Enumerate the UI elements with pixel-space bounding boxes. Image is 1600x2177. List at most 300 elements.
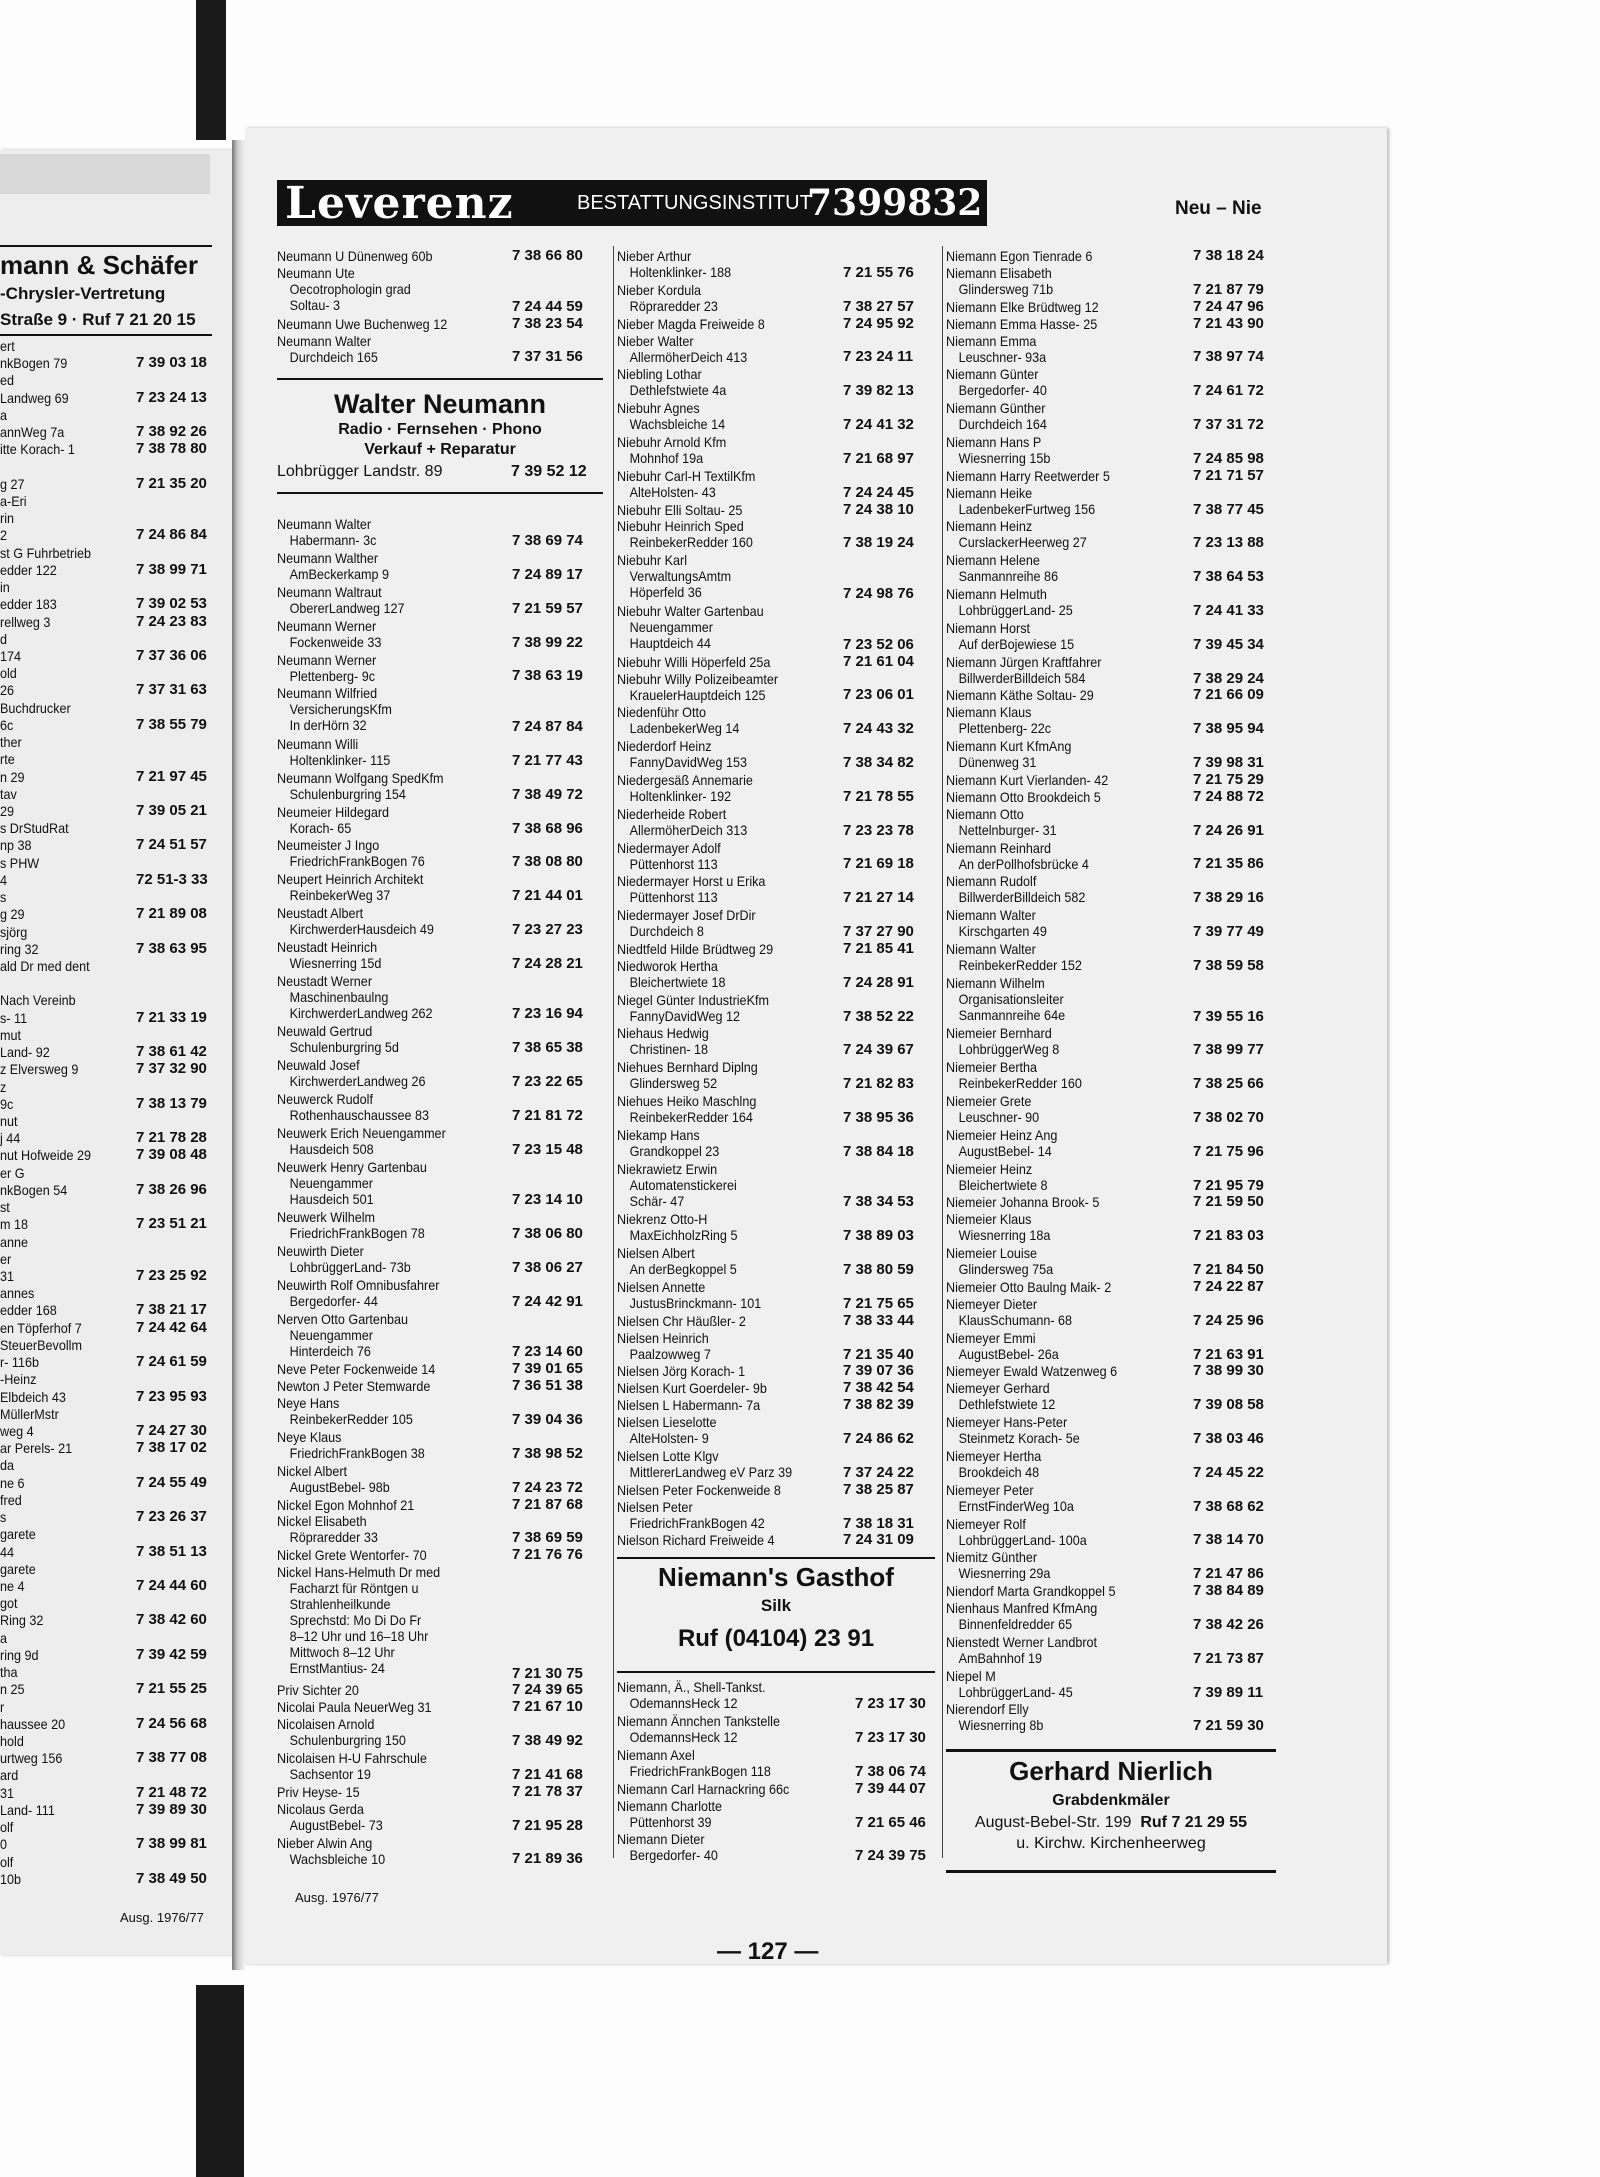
col2-entry <box>617 1679 765 1711</box>
left-listing-text: annes <box>0 1285 35 1301</box>
phone-number: 7 38 18 31 <box>843 1514 914 1532</box>
entry-detail: MittlererLandweg eV Parz 39 <box>629 1463 793 1480</box>
phone-number: 7 38 49 72 <box>512 785 583 803</box>
phone-number: 7 39 55 16 <box>1193 1007 1264 1025</box>
phone-number: 7 23 52 06 <box>843 635 914 653</box>
entry-name: Nielsen Chr Häußler- 2 <box>617 1312 746 1329</box>
entry-name: Niemann Egon Tienrade 6 <box>946 248 1093 264</box>
col2-entry <box>617 873 765 905</box>
left-listing-text: annWeg 7a <box>0 424 65 440</box>
entry-detail: Holtenklinker- 115 <box>289 752 391 768</box>
left-listing-number: 7 39 05 21 <box>136 802 207 819</box>
entry-name: Niedworok Hertha <box>617 957 718 974</box>
entry-name: Niemann Elisabeth <box>946 264 1052 281</box>
left-listing-text: z Elversweg 9 <box>0 1061 79 1077</box>
entry-name: Nielsen Lieselotte <box>617 1414 717 1431</box>
entry-name: Nielsen Peter Fockenweide 8 <box>617 1481 781 1498</box>
col2-entry <box>617 1482 781 1498</box>
col2-entry <box>617 1211 737 1243</box>
entry-name: Niemeyer Hans-Peter <box>946 1414 1068 1431</box>
phone-number: 7 24 95 92 <box>843 314 914 332</box>
entry-detail: AugustBebel- 26a <box>958 1345 1059 1362</box>
left-listing-text: ert <box>0 338 15 354</box>
col3-entry <box>946 1211 1050 1243</box>
left-listing-number: 7 24 44 60 <box>136 1577 207 1594</box>
entry-detail: FriedrichFrankBogen 118 <box>629 1762 771 1779</box>
entry-name: Niegel Günter IndustrieKfm <box>617 991 769 1008</box>
entry-name: Niemeyer Ewald Watzenweg 6 <box>946 1363 1118 1380</box>
entry-name: Neustadt Albert <box>277 905 364 921</box>
entry-name: Niemann Charlotte <box>617 1797 723 1814</box>
col3-entry <box>946 1025 1059 1057</box>
entry-detail: Mittwoch 8–12 Uhr <box>289 1644 395 1661</box>
col1-entry <box>277 333 378 365</box>
phone-number: 7 23 15 48 <box>512 1140 583 1158</box>
entry-name: Niemann Otto <box>946 805 1024 822</box>
entry-detail: FriedrichFrankBogen 76 <box>289 853 425 870</box>
entry-name: Neuwald Gertrud <box>277 1023 373 1040</box>
entry-name: Niepel M <box>946 1667 996 1684</box>
entry-detail: Höperfeld 36 <box>629 584 702 601</box>
col3-entry <box>946 1127 1057 1159</box>
entry-detail: Neuengammer <box>289 1174 373 1191</box>
column-1 <box>277 248 611 1928</box>
entry-detail: Wiesnerring 15d <box>289 954 382 971</box>
page-range-header: Neu – Nie <box>1175 198 1262 219</box>
entry-detail: Püttenhorst 39 <box>629 1813 712 1830</box>
entry-detail: AmBeckerkamp 9 <box>289 566 390 583</box>
column-2 <box>617 248 939 1965</box>
col1-entry <box>277 1564 440 1676</box>
col3-entry <box>946 738 1071 770</box>
entry-name: Nickel Egon Mohnhof 21 <box>277 1496 415 1513</box>
entry-detail: AllermöherDeich 313 <box>629 821 748 838</box>
entry-name: Niemann Klaus <box>946 704 1032 721</box>
phone-number: 7 24 24 45 <box>843 483 914 501</box>
column-3 <box>946 248 1282 1948</box>
ad-title: Niemann's Gasthof <box>658 1562 894 1593</box>
left-listing-text: 6c <box>0 717 14 733</box>
left-listing-text: 4 <box>0 872 8 888</box>
col3-entry <box>946 907 1047 939</box>
entry-detail: Püttenhorst 113 <box>629 889 718 906</box>
entry-detail: FriedrichFrankBogen 78 <box>289 1225 425 1242</box>
col2-entry <box>617 1161 737 1209</box>
entry-name: Neumann Werner <box>277 651 377 668</box>
col3-entry <box>946 1414 1080 1446</box>
entry-detail: Rothenhauschaussee 83 <box>289 1106 430 1123</box>
left-listing-text: in <box>0 579 10 595</box>
col3-entry <box>946 789 1101 805</box>
phone-number: 7 38 95 94 <box>1193 720 1264 738</box>
entry-name: Neuwerk Wilhelm <box>277 1209 376 1226</box>
entry-detail: Hinterdeich 76 <box>289 1342 371 1359</box>
phone-number: 7 24 39 67 <box>843 1041 914 1059</box>
entry-detail: Binnenfeldredder 65 <box>958 1616 1073 1632</box>
phone-number: 7 38 80 59 <box>843 1261 914 1278</box>
phone-number: 7 38 25 87 <box>843 1480 914 1498</box>
entry-name: Neumann Wilfried <box>277 685 378 702</box>
entry-name: Nieber Walter <box>617 332 694 349</box>
left-listing-text: 0 <box>0 1836 8 1852</box>
left-listing-number: 7 37 32 90 <box>136 1060 207 1077</box>
col2-entry <box>617 1059 758 1091</box>
entry-detail: Sprechstd: Mo Di Do Fr <box>289 1612 422 1629</box>
entry-name: Niebuhr Carl-H TextilKfm <box>617 467 756 484</box>
col3-entry <box>946 941 1082 973</box>
entry-name: Niemann Elke Brüdtweg 12 <box>946 298 1099 315</box>
entry-detail: Schulenburgring 154 <box>289 785 406 802</box>
entry-detail: 8–12 Uhr und 16–18 Uhr <box>289 1628 429 1645</box>
entry-name: Nielsen Albert <box>617 1245 695 1262</box>
phone-number: 7 38 77 45 <box>1193 500 1264 518</box>
col2-entry <box>617 333 747 365</box>
phone-number: 7 21 61 04 <box>843 652 914 670</box>
entry-name: Niebuhr Arnold Kfm <box>617 433 727 450</box>
phone-number: 7 38 65 38 <box>512 1039 583 1057</box>
entry-detail: ReinbekerRedder 160 <box>629 534 753 551</box>
phone-number: 7 21 43 90 <box>1193 314 1264 332</box>
col2-entry <box>617 1380 767 1396</box>
entry-name: Niemann Kurt Vierlanden- 42 <box>946 771 1109 788</box>
entry-detail: Röpraredder 23 <box>629 297 718 314</box>
entry-detail: Holtenklinker- 192 <box>629 787 732 804</box>
entry-detail: Leuschner- 93a <box>958 348 1047 365</box>
entry-name: Nielsen L Habermann- 7a <box>617 1397 761 1414</box>
phone-number: 7 37 24 22 <box>843 1463 914 1481</box>
phone-number: 7 23 13 88 <box>1193 534 1264 552</box>
entry-name: Neye Klaus <box>277 1428 342 1445</box>
entry-detail: Brookdeich 48 <box>958 1463 1040 1480</box>
ad-gerhard-nierlich <box>946 1749 1276 1873</box>
entry-detail: Hausdeich 501 <box>289 1190 374 1207</box>
entry-name: Neumann U Dünenweg 60b <box>277 248 433 264</box>
left-listing-text: ne 6 <box>0 1475 25 1491</box>
entry-name: Niedermayer Adolf <box>617 839 721 856</box>
entry-name: Nielson Richard Freiweide 4 <box>617 1532 775 1549</box>
col3-entry <box>946 1448 1041 1480</box>
entry-detail: Püttenhorst 113 <box>629 855 718 872</box>
entry-name: Neuwirth Rolf Omnibusfahrer <box>277 1276 440 1293</box>
entry-name: Niemann Walter <box>946 940 1036 957</box>
entry-name: Neumann Willi <box>277 736 359 752</box>
phone-number: 7 38 14 70 <box>1193 1531 1264 1549</box>
entry-detail: BillwerderBilldeich 582 <box>958 889 1086 906</box>
phone-number: 7 23 14 60 <box>512 1343 583 1361</box>
entry-detail: Mohnhof 19a <box>629 449 704 466</box>
entry-name: Neuwald Josef <box>277 1057 360 1074</box>
phone-number: 7 24 38 10 <box>843 500 914 518</box>
left-listing-number: 7 38 26 96 <box>136 1181 207 1198</box>
col2-entry <box>617 248 731 280</box>
col3-entry <box>946 316 1097 332</box>
phone-number: 7 24 22 87 <box>1193 1277 1264 1295</box>
left-listing-text: np 38 <box>0 837 32 853</box>
col1-entry <box>277 837 425 869</box>
phone-number: 7 24 88 72 <box>1193 787 1264 805</box>
entry-name: Nicolaisen H-U Fahrschule <box>277 1750 427 1766</box>
phone-number: 7 39 44 07 <box>855 1779 926 1797</box>
left-listing-text: a-Eri <box>0 493 27 509</box>
page-number: — 127 — <box>717 1938 819 1965</box>
left-listing-text: mut <box>0 1027 22 1043</box>
col2-entry <box>617 704 739 736</box>
left-listing-number: 7 24 42 64 <box>136 1319 207 1336</box>
phone-number: 7 38 29 24 <box>1193 669 1264 687</box>
entry-name: Niehues Heiko Maschlng <box>617 1093 757 1109</box>
col2-entry <box>617 772 753 804</box>
entry-detail: Bergedorfer- 44 <box>289 1292 378 1309</box>
phone-number: 7 21 35 40 <box>843 1345 914 1363</box>
phone-number: 7 38 49 92 <box>512 1732 583 1750</box>
phone-number: 7 37 27 90 <box>843 923 914 940</box>
phone-number: 7 24 44 59 <box>512 297 583 315</box>
col2-entry <box>617 1448 792 1480</box>
left-listing-number: 7 38 51 13 <box>136 1543 207 1560</box>
left-listing-text: haussee 20 <box>0 1716 66 1732</box>
phone-number: 7 24 31 09 <box>843 1531 914 1549</box>
entry-detail: Neuengammer <box>289 1326 373 1343</box>
col1-entry <box>277 1057 425 1089</box>
entry-detail: VerwaltungsAmtm <box>629 568 732 585</box>
entry-detail: Auf derBojewiese 15 <box>958 635 1075 652</box>
entry-detail: JustusBrinckmann- 101 <box>629 1294 762 1311</box>
col2-entry <box>617 1532 775 1548</box>
entry-name: Niemeier Heinz Ang <box>946 1126 1058 1143</box>
col2-entry <box>617 840 721 872</box>
entry-name: Niedtfeld Hilde Brüdtweg 29 <box>617 940 774 957</box>
col2-entry <box>617 671 778 703</box>
col3-entry <box>946 1093 1039 1125</box>
entry-detail: LohbrüggerLand- 100a <box>958 1531 1087 1548</box>
col2-entry <box>617 552 731 600</box>
entry-name: Niemeier Bernhard <box>946 1025 1052 1042</box>
entry-detail: FriedrichFrankBogen 42 <box>629 1514 765 1531</box>
entry-detail: Glindersweg 71b <box>958 280 1054 297</box>
left-listing-text: 29 <box>0 803 15 819</box>
entry-detail: KirchwerderLandweg 262 <box>289 1004 433 1021</box>
entry-detail: LohbrüggerLand- 25 <box>958 602 1073 618</box>
left-listing-text: edder 122 <box>0 562 57 578</box>
entry-name: Niemann Otto Brookdeich 5 <box>946 788 1101 805</box>
entry-detail: Schulenburgring 150 <box>289 1732 406 1749</box>
phone-number: 7 38 06 80 <box>512 1225 583 1243</box>
left-listing-text: 9c <box>0 1096 14 1112</box>
phone-number: 7 38 84 89 <box>1193 1582 1264 1600</box>
left-listing-number: 7 23 51 21 <box>136 1215 207 1232</box>
left-listing-text: er <box>0 1251 12 1267</box>
entry-name: Niemann Günter <box>946 366 1039 383</box>
col2-entry <box>617 654 770 670</box>
left-ad-address: Straße 9 · Ruf 7 21 20 15 <box>0 310 196 329</box>
left-listing-number: 7 38 61 42 <box>136 1043 207 1060</box>
phone-number: 7 24 41 33 <box>1193 601 1264 619</box>
entry-detail: ReinbekerWeg 37 <box>289 887 391 904</box>
left-listing-number: 7 24 51 57 <box>136 836 207 853</box>
col3-entry <box>946 1059 1082 1091</box>
left-listing-text: tav <box>0 786 17 802</box>
phone-number: 7 38 99 77 <box>1193 1041 1264 1059</box>
phone-number: 7 21 27 14 <box>843 889 914 907</box>
phone-number: 7 38 19 24 <box>843 534 914 552</box>
entry-detail: Habermann- 3c <box>289 532 377 549</box>
col2-entry <box>617 992 769 1024</box>
left-listing-number: 7 39 89 30 <box>136 1801 207 1818</box>
col3-entry <box>946 1482 1074 1514</box>
entry-name: Nicolai Paula NeuerWeg 31 <box>277 1699 432 1716</box>
phone-number: 7 21 73 87 <box>1193 1649 1264 1667</box>
ad-title: Walter Neumann <box>333 389 547 420</box>
col2-entry <box>617 1330 711 1362</box>
ad-title: Gerhard Nierlich <box>1009 1756 1213 1787</box>
col1-entry <box>277 248 433 264</box>
left-listing-text: n 25 <box>0 1681 25 1697</box>
col1-entry <box>277 736 390 768</box>
phone-number: 7 21 89 36 <box>512 1850 583 1868</box>
entry-name: Niemann Harry Reetwerder 5 <box>946 467 1110 484</box>
left-listing <box>0 338 232 1888</box>
entry-detail: An derBegkoppel 5 <box>629 1261 737 1278</box>
entry-name: Nieber Kordula <box>617 281 702 298</box>
col2-entry <box>617 1798 722 1830</box>
col2-entry <box>617 1279 761 1311</box>
col1-entry <box>277 1699 432 1715</box>
left-listing-text: s <box>0 1509 7 1525</box>
ad-divider <box>277 378 603 380</box>
entry-detail: ReinbekerRedder 105 <box>289 1411 413 1428</box>
book-gutter <box>232 140 246 1970</box>
col3-entry <box>946 1634 1097 1666</box>
col3-entry <box>946 1668 1073 1700</box>
left-listing-text: d <box>0 631 8 647</box>
entry-name: Neuwerk Erich Neuengammer <box>277 1124 446 1141</box>
col1-entry <box>277 1513 378 1545</box>
entry-detail: ReinbekerRedder 152 <box>958 956 1082 973</box>
phone-number: 7 39 04 36 <box>512 1411 583 1428</box>
left-listing-number: 7 21 89 08 <box>136 905 207 922</box>
entry-detail: Wachsbleiche 14 <box>629 416 726 433</box>
phone-number: 7 24 86 62 <box>843 1430 914 1447</box>
phone-number: 7 21 44 01 <box>512 887 583 905</box>
col1-entry <box>277 1750 427 1782</box>
left-listing-number: 7 21 35 20 <box>136 475 207 492</box>
page-footer: Ausg. 1976/77 <box>295 1890 379 1905</box>
phone-number: 7 21 30 75 <box>512 1664 583 1682</box>
left-listing-text: s DrStudRat <box>0 820 69 836</box>
entry-detail: AlteHolsten- 43 <box>629 483 716 500</box>
col1-entry <box>277 1378 430 1394</box>
col3-entry <box>946 468 1110 484</box>
phone-number: 7 38 25 66 <box>1193 1075 1264 1093</box>
logo-wordmark: Leverenz <box>285 178 514 229</box>
left-listing-text: hold <box>0 1733 24 1749</box>
left-listing-text: st <box>0 1199 10 1215</box>
left-listing-text: da <box>0 1457 15 1473</box>
phone-number: 7 23 23 78 <box>843 821 914 839</box>
left-listing-text: s PHW <box>0 855 40 871</box>
entry-detail: OdemannsHeck 12 <box>629 1695 738 1712</box>
entry-name: Niemann Ännchen Tankstelle <box>617 1713 780 1730</box>
entry-name: Niemann Helmuth <box>946 586 1047 602</box>
left-listing-text: r <box>0 1699 5 1715</box>
col1-entry <box>277 1023 399 1055</box>
col1-entry <box>277 770 443 802</box>
col2-entry <box>617 1127 719 1159</box>
phone-number: 7 38 03 46 <box>1193 1430 1264 1447</box>
phone-number: 7 24 28 91 <box>843 973 914 991</box>
col1-entry <box>277 1361 435 1377</box>
phone-number: 7 39 98 31 <box>1193 754 1264 771</box>
col1-entry <box>277 1159 427 1207</box>
col1-entry <box>277 652 376 684</box>
entry-detail: AmBahnhof 19 <box>958 1649 1042 1666</box>
left-listing-text: Ring 32 <box>0 1612 44 1628</box>
entry-detail: Korach- 65 <box>289 819 352 836</box>
phone-number: 7 23 17 30 <box>855 1729 926 1746</box>
entry-name: Niemeyer Gerhard <box>946 1380 1050 1397</box>
entry-detail: An derPollhofsbrücke 4 <box>958 855 1089 872</box>
entry-name: Niemann, Ä., Shell-Tankst. <box>617 1679 766 1696</box>
phone-number: 7 21 75 29 <box>1193 770 1264 788</box>
entry-name: Niemann Horst <box>946 619 1031 636</box>
left-listing-number: 7 21 33 19 <box>136 1009 207 1026</box>
col3-entry <box>946 772 1108 788</box>
phone-number: 7 38 97 74 <box>1193 348 1264 366</box>
entry-name: Niemeier Heinz <box>946 1160 1033 1177</box>
phone-number: 7 23 22 65 <box>512 1073 583 1090</box>
entry-name: Neumann Uwe Buchenweg 12 <box>277 315 448 332</box>
ad-divider <box>277 492 603 494</box>
entry-detail: Durchdeich 164 <box>958 416 1047 433</box>
left-listing-text: nut <box>0 1113 18 1129</box>
left-listing-text: nkBogen 79 <box>0 355 68 371</box>
entry-detail: Dethlefstwiete 4a <box>629 382 727 399</box>
col3-entry <box>946 654 1101 686</box>
entry-detail: Durchdeich 165 <box>289 348 378 365</box>
entry-name: Neumann Wolfgang SpedKfm <box>277 769 444 786</box>
phone-number: 7 39 08 58 <box>1193 1396 1264 1414</box>
col3-entry <box>946 975 1065 1023</box>
entry-detail: ErnstFinderWeg 10a <box>958 1497 1074 1514</box>
left-listing-text: ar Perels- 21 <box>0 1440 73 1456</box>
left-listing-number: 7 38 13 79 <box>136 1095 207 1112</box>
entry-detail: Fockenweide 33 <box>289 633 382 650</box>
left-listing-text: g 29 <box>0 906 25 922</box>
logo-subtitle: BESTATTUNGSINSTITUT <box>577 192 812 214</box>
col3-entry <box>946 806 1057 838</box>
entry-name: Niendorf Marta Grandkoppel 5 <box>946 1583 1116 1600</box>
col1-entry <box>277 265 411 313</box>
phone-number: 7 21 87 79 <box>1193 280 1264 298</box>
left-listing-text: a <box>0 407 8 423</box>
entry-name: Niemeyer Dieter <box>946 1295 1038 1312</box>
entry-name: Niemann Wilhelm <box>946 974 1045 991</box>
entry-name: Priv Heyse- 15 <box>277 1783 360 1800</box>
left-listing-number: 7 39 02 53 <box>136 595 207 612</box>
phone-number: 7 38 29 16 <box>1193 889 1264 907</box>
phone-number: 7 21 47 86 <box>1193 1565 1264 1583</box>
phone-number: 7 39 45 34 <box>1193 635 1264 653</box>
col3-entry <box>946 434 1050 466</box>
phone-number: 7 38 42 26 <box>1193 1615 1264 1633</box>
phone-number: 7 21 95 28 <box>512 1816 583 1834</box>
col1-entry <box>277 1243 411 1275</box>
col3-entry <box>946 1363 1117 1379</box>
phone-number: 7 21 87 68 <box>512 1495 583 1513</box>
col3-entry <box>946 704 1051 736</box>
entry-detail: Facharzt für Röntgen u <box>289 1580 419 1597</box>
col3-entry <box>946 299 1099 315</box>
